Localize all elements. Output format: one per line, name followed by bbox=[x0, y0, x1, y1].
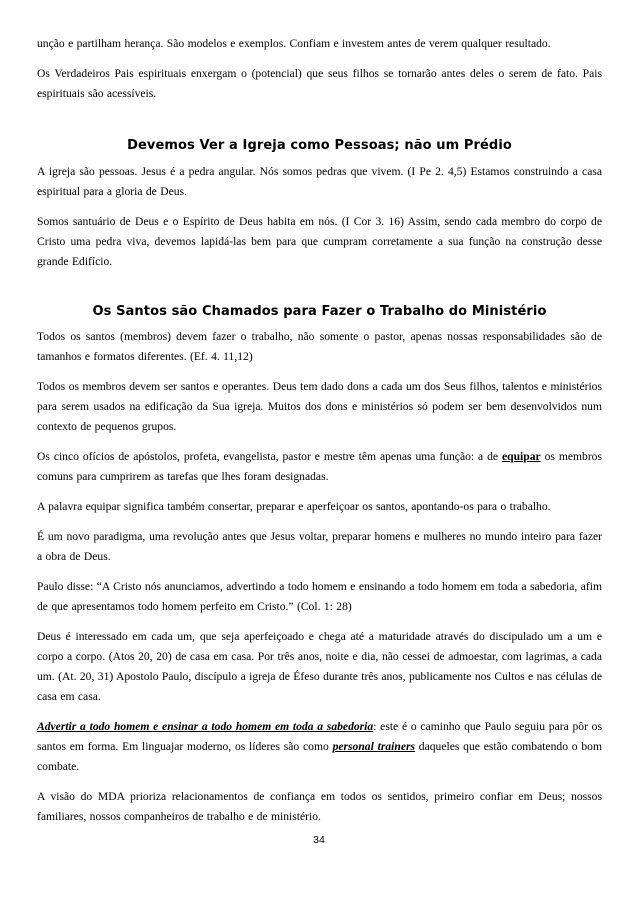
equip-emphasis: equipar bbox=[502, 450, 541, 463]
paragraph-spiritual-parents: Os Verdadeiros Pais espirituais enxergam o (potencial) que seus filhos se tornarão antes deles o serem de fato. Pais espirituais são acessíveis. bbox=[37, 67, 602, 100]
paragraph-church-people: A igreja são pessoas. Jesus é a pedra angular. Nós somos pedras que vivem. (I Pe 2. 4,5) Estamos construindo a casa espiritual para a gloria de Deus. bbox=[37, 165, 602, 198]
paragraph-all-saints: Todos os santos (membros) devem fazer o trabalho, não somente o pastor, apenas nossas responsabilidades são de tamanhos e formatos diferentes. (Ef. 4. 11,12) bbox=[37, 330, 602, 363]
paragraph-new-paradigm: É um novo paradigma, uma revolução antes que Jesus voltar, preparar homens e mulheres no mundo inteiro para fazer a obra de Deus. bbox=[37, 530, 602, 563]
five-offices-text-end: os membros comuns para cumprirem as tarefas que lhes foram designadas. bbox=[37, 450, 602, 483]
paragraph-members-gifts: Todos os membros devem ser santos e operantes. Deus tem dado dons a cada um dos Seus filhos, talentos e ministérios para serem usados na edificação da Sua igreja. Muitos dos dons e ministérios só podem ser bem desenvolvidos num contexto de pequenos grupos. bbox=[37, 380, 602, 433]
paragraph-admonish bbox=[37, 717, 602, 777]
paragraph-mda-vision: A visão do MDA prioriza relacionamentos de confiança em todos os sentidos, primeiro confiar em Deus; nossos familiares, nossos companheiros de trabalho e de ministério. bbox=[37, 790, 602, 823]
section-heading-church-as-people: Devemos Ver a Igreja como Pessoas; não um Prédio bbox=[127, 138, 512, 153]
page-number: 34 bbox=[313, 834, 325, 846]
admonish-lead-emphasis: Advertir a todo homem e ensinar a todo homem em toda a sabedoria bbox=[37, 720, 374, 733]
paragraph-five-offices bbox=[37, 447, 602, 487]
paragraph-equip-meaning: A palavra equipar significa também consertar, preparar e aperfeiçoar os santos, apontando-os para o trabalho. bbox=[37, 500, 551, 513]
paragraph-paul-quote: Paulo disse: “A Cristo nós anunciamos, advertindo a todo homem e ensinando a todo homem em toda a sabedoria, afim de que apresentamos todo homem perfeito em Cristo.” (Col. 1: 28) bbox=[37, 580, 602, 613]
paragraph-sanctuary: Somos santuário de Deus e o Espírito de Deus habita em nós. (I Cor 3. 16) Assim, sendo cada membro do corpo de Cristo uma pedra viva, devemos lapidá-las bem para que cumpram corretamente a sua função na construção desse grande Edifício. bbox=[37, 215, 602, 268]
section-heading-saints-called: Os Santos são Chamados para Fazer o Trabalho do Ministério bbox=[92, 304, 547, 319]
paragraph-intro-continuation: unção e partilham herança. São modelos e exemplos. Confiam e investem antes de verem qualquer resultado. bbox=[37, 37, 551, 50]
five-offices-text-start: Os cinco ofícios de apóstolos, profeta, evangelista, pastor e mestre têm apenas uma função: a de bbox=[37, 450, 503, 463]
personal-trainers-emphasis: personal trainers bbox=[332, 740, 415, 753]
paragraph-discipleship: Deus é interessado em cada um, que seja aperfeiçoado e chega até a maturidade através do discipulado um a um e corpo a corpo. (Atos 20, 20) de casa em casa. Por três anos, noite e dia, não cessei de admoestar, com lagrimas, a cada um. (At. 20, 31) Apostolo Paulo, discípulo a igreja de Éfeso durante três anos, publicamente nos Cultos e nas células de casa em casa. bbox=[37, 630, 602, 703]
admonish-text-end: daqueles que estão combatendo o bom combate. bbox=[37, 740, 602, 773]
admonish-text-middle: : este é o caminho que Paulo seguiu para pôr os santos em forma. Em linguajar moderno, os líderes são como bbox=[37, 720, 602, 753]
